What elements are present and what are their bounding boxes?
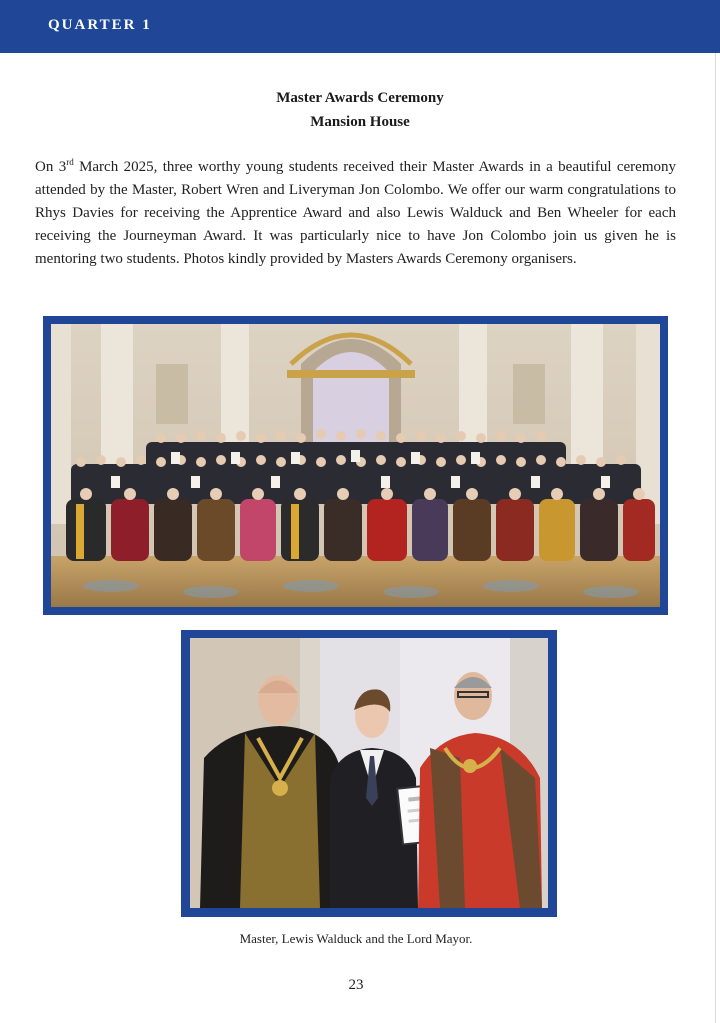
group-photo <box>51 324 660 607</box>
award-photo-image <box>190 638 548 908</box>
body-ordinal: rd <box>66 157 74 167</box>
award-photo-frame <box>181 630 557 917</box>
header-bar <box>0 0 720 53</box>
section-label: QUARTER 1 <box>48 17 152 33</box>
body-text: March 2025, three worthy young students received their Master Awards in a beautiful ceremony attended by the Master, Robert Wren and Liveryman Jon Colombo. We offer our warm congratulations to Rhys Davies for receiving the Apprentice Award and also Lewis Walduck and Ben Wheeler for each receiving the Journeyman Award. It was particularly nice to have Jon Colombo join us given he is mentoring two students. Photos kindly provided by Masters Awards Ceremony organisers. <box>35 159 676 267</box>
award-photo <box>190 638 548 908</box>
photo-caption: Master, Lewis Walduck and the Lord Mayor. <box>239 931 473 946</box>
page-edge-rule <box>715 53 716 1023</box>
page-number: 23 <box>348 977 364 993</box>
group-photo-frame <box>43 316 668 615</box>
group-photo-image <box>51 324 660 607</box>
article-subtitle: Mansion House <box>310 114 410 130</box>
article-body <box>35 156 676 271</box>
body-prefix: On 3 <box>35 159 67 175</box>
article-title: Master Awards Ceremony <box>276 90 444 106</box>
